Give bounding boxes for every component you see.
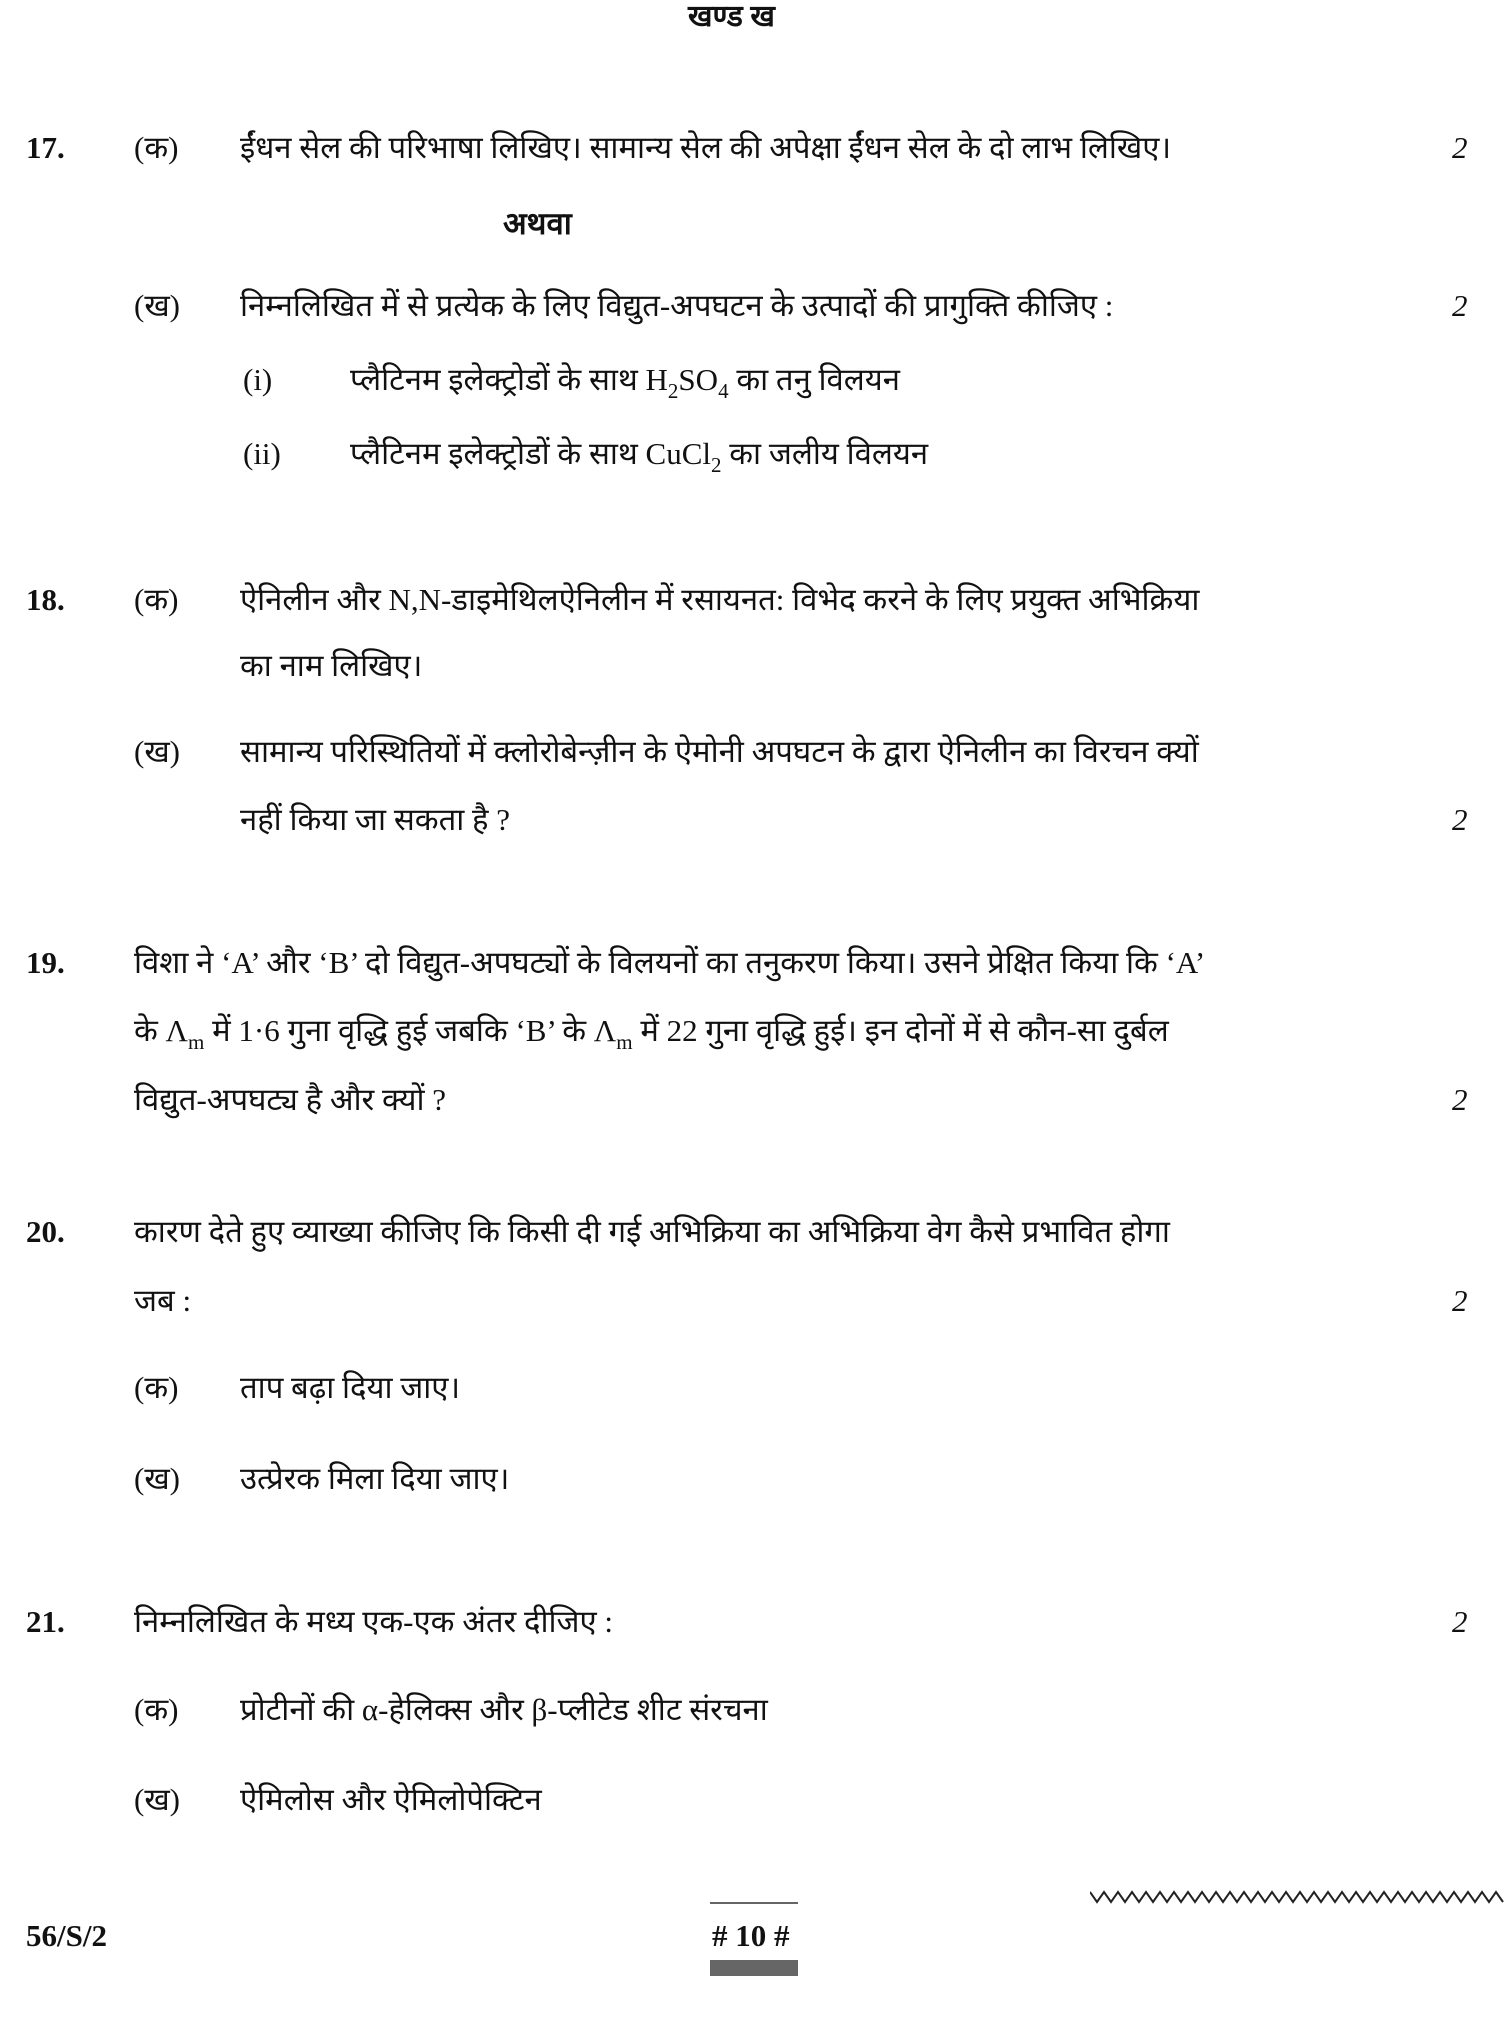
part-label: (क) [134, 1370, 179, 1405]
question-number: 19. [26, 945, 65, 980]
subpart-label: (i) [243, 362, 273, 397]
subpart-text: प्लैटिनम इलेक्ट्रोडों के साथ $H_2SO_4$ का तनु विलयन [350, 362, 900, 403]
question-number: 21. [26, 1604, 65, 1639]
question-text: का नाम लिखिए। [240, 648, 423, 683]
question-text: विद्युत-अपघट्य है और क्यों ? [134, 1082, 447, 1117]
paper-code: 56/S/2 [26, 1918, 107, 1953]
subpart-label: (ii) [243, 436, 281, 471]
question-text: निम्नलिखित के मध्य एक-एक अंतर दीजिए : [134, 1604, 614, 1639]
part-label: (ख) [134, 1782, 181, 1817]
divider [710, 1902, 798, 1904]
question-text: ताप बढ़ा दिया जाए। [240, 1370, 461, 1405]
marks: 2 [1452, 288, 1468, 323]
part-label: (ख) [134, 1461, 181, 1496]
section-title: खण्ड ख [688, 0, 775, 33]
question-text: निम्नलिखित में से प्रत्येक के लिए विद्युत-अपघटन के उत्पादों की प्रागुक्ति कीजिए : [240, 288, 1114, 323]
question-text: नहीं किया जा सकता है ? [240, 802, 511, 837]
marks: 2 [1452, 1604, 1468, 1639]
wavy-line-decoration [1090, 1886, 1505, 1906]
marks: 2 [1452, 130, 1468, 165]
or-label: अथवा [503, 206, 572, 241]
question-number: 20. [26, 1214, 65, 1249]
part-label: (क) [134, 582, 179, 617]
page-number: # 10 # [712, 1918, 790, 1953]
marks: 2 [1452, 802, 1468, 837]
subpart-text: प्लैटिनम इलेक्ट्रोडों के साथ CuCl$_2$ का जलीय विलयन [350, 436, 929, 477]
question-number: 17. [26, 130, 65, 165]
question-text: ऐनिलीन और N,N-डाइमेथिलऐनिलीन में रसायनत: विभेद करने के लिए प्रयुक्त अभिक्रिया [240, 582, 1200, 617]
part-label: (क) [134, 1692, 179, 1727]
question-text: ईंधन सेल की परिभाषा लिखिए। सामान्य सेल की अपेक्षा ईंधन सेल के दो लाभ लिखिए। [240, 130, 1172, 165]
question-text: के $\Lambda_m$ में 1·6 गुना वृद्धि हुई जबकि ‘B’ के $\Lambda_m$ में 22 गुना वृद्धि हुई। इन दोनों में से कौन-सा दुर्बल [134, 1013, 1169, 1054]
question-text: उत्प्रेरक मिला दिया जाए। [240, 1461, 510, 1496]
question-text: प्रोटीनों की α-हेलिक्स और β-प्लीटेड शीट संरचना [240, 1692, 768, 1727]
question-text: कारण देते हुए व्याख्या कीजिए कि किसी दी गई अभिक्रिया का अभिक्रिया वेग कैसे प्रभावित होगा [134, 1214, 1170, 1249]
question-text: विशा ने ‘A’ और ‘B’ दो विद्युत-अपघट्यों के विलयनों का तनुकरण किया। उसने प्रेक्षित किया कि ‘A’ [134, 945, 1206, 980]
part-label: (ख) [134, 288, 181, 323]
part-label: (क) [134, 130, 179, 165]
part-label: (ख) [134, 734, 181, 769]
question-text: ऐमिलोस और ऐमिलोपेक्टिन [240, 1782, 542, 1817]
marks: 2 [1452, 1082, 1468, 1117]
question-number: 18. [26, 582, 65, 617]
page-bar [710, 1960, 798, 1976]
question-text: सामान्य परिस्थितियों में क्लोरोबेन्ज़ीन के ऐमोनी अपघटन के द्वारा ऐनिलीन का विरचन क्यों [240, 734, 1199, 769]
marks: 2 [1452, 1283, 1468, 1318]
question-text: जब : [134, 1283, 192, 1318]
